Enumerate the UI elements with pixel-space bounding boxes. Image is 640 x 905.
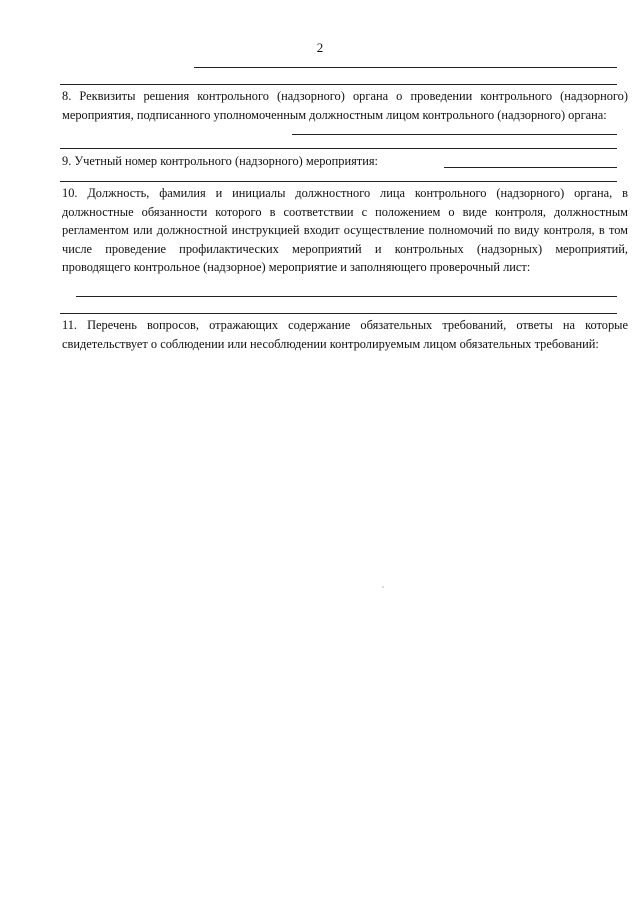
page-number: 2 (316, 40, 324, 55)
separator-line (60, 84, 617, 85)
item-8-text (62, 87, 628, 124)
item-8-label: 8. Реквизиты решения контрольного (надзорного) органа о проведении контрольного (надзорного) мероприятия, подписанного уполномоченным должностным лицом контрольного (надзорного) органа: (62, 89, 628, 122)
separator-line (60, 313, 617, 314)
separator-line (60, 181, 617, 182)
scan-speck (382, 586, 384, 588)
item-9-answer-line[interactable] (444, 167, 617, 168)
item-8-answer-line[interactable] (292, 134, 617, 135)
item-10-label: 10. Должность, фамилия и инициалы должностного лица контрольного (надзорного) органа, в должностные обязанности которого в соответствии с положением о виде контроля, должностным регламентом или должностной инструкцией входит осуществление полномочий по виду контроля, в том числе проведение профилактических мероприятий и контрольных (надзорных) мероприятий, проводящего контрольное (надзорное) мероприятие и заполняющего проверочный лист: (62, 186, 628, 274)
item-11-label: 11. Перечень вопросов, отражающих содержание обязательных требований, ответы на которые свидетельствует о соблюдении или несоблюдении контролируемым лицом обязательных требований: (62, 318, 628, 351)
item-10-text (62, 184, 628, 277)
separator-line (60, 148, 617, 149)
item-11-text (62, 316, 628, 353)
item-9-label: 9. Учетный номер контрольного (надзорного) мероприятия: (62, 154, 378, 168)
item-10-answer-line[interactable] (76, 296, 617, 297)
item-7-answer-line (194, 67, 617, 68)
